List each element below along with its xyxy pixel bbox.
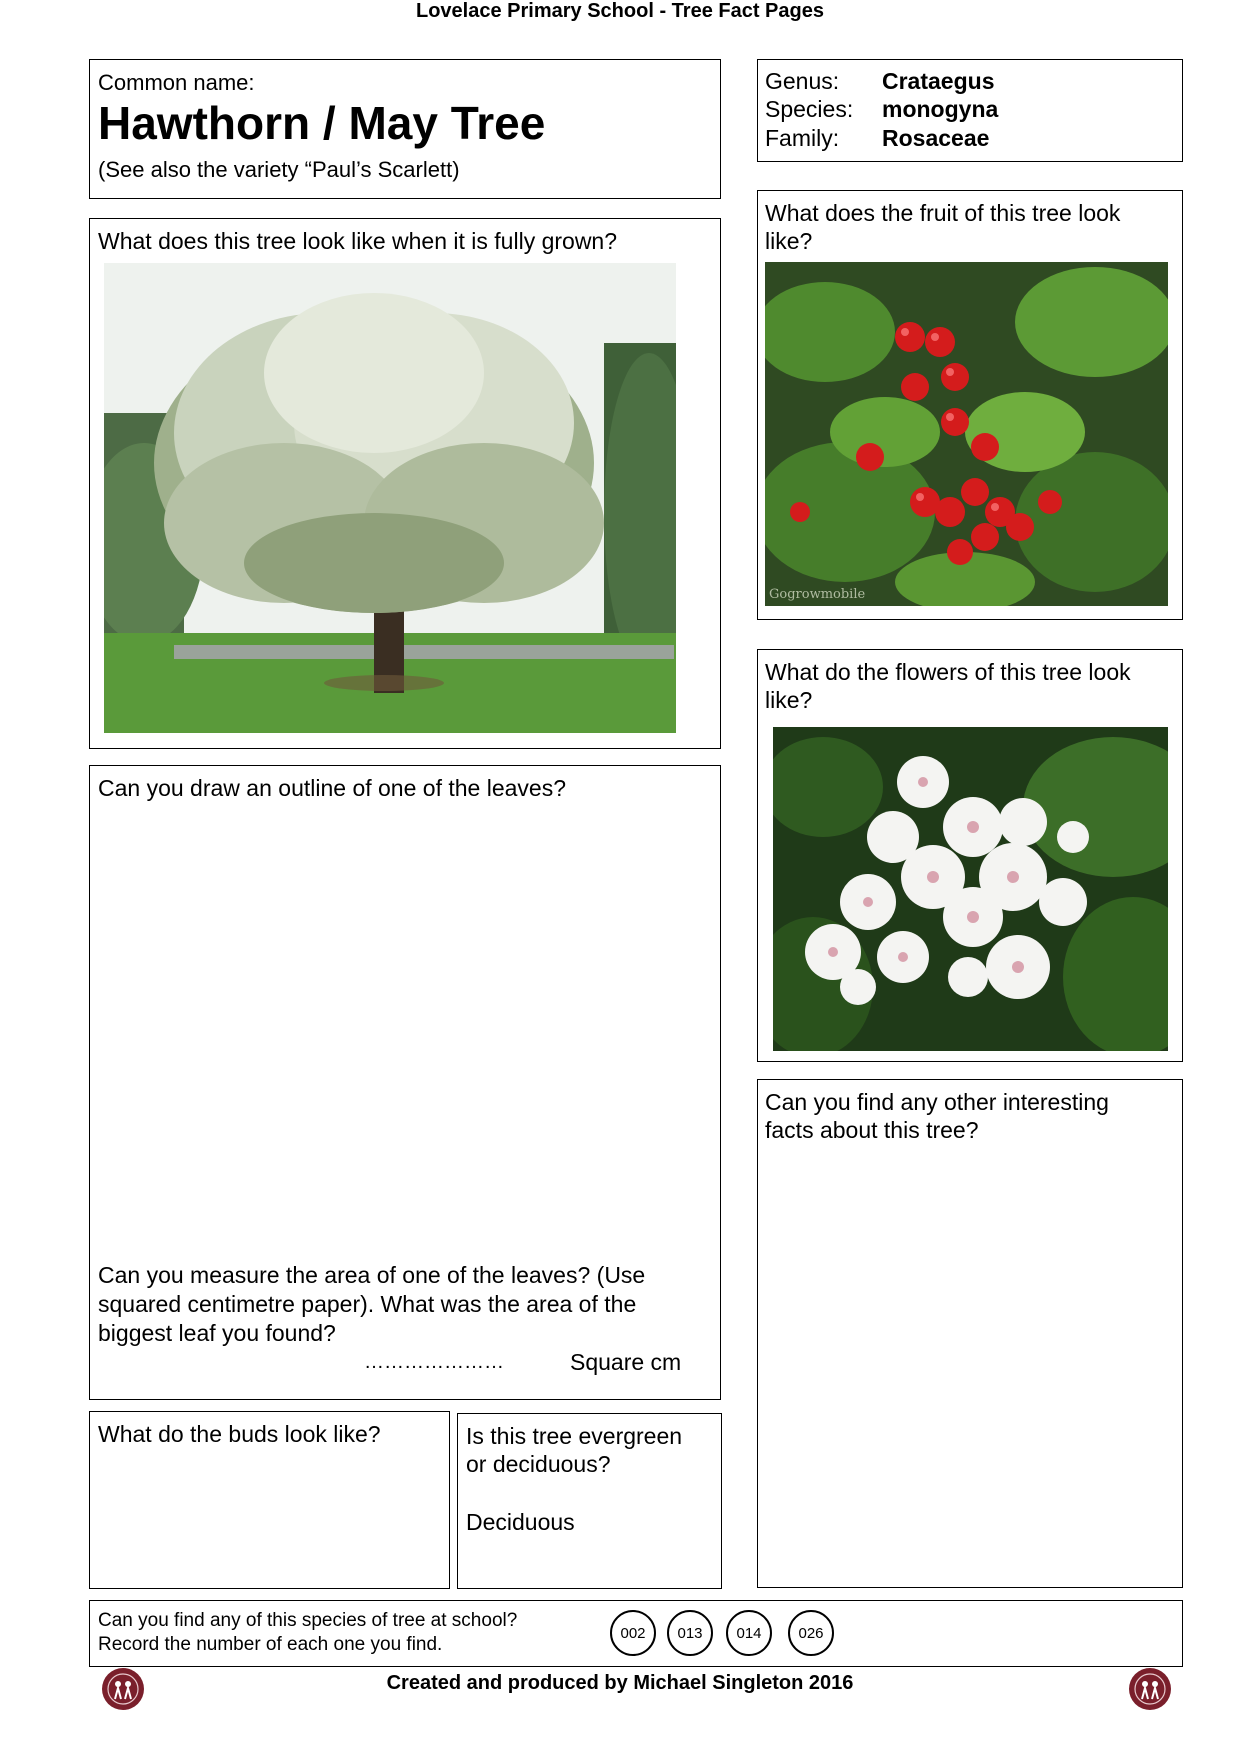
fruit-photo (765, 262, 1168, 606)
school-name: Lovelace Primary School (416, 0, 654, 22)
flowers-question-line2: like? (765, 687, 813, 713)
leaf-drawing-area[interactable] (98, 808, 710, 1208)
common-name-note: (See also the variety “Paul’s Scarlett) (98, 157, 460, 182)
family-label: Family: (765, 125, 840, 151)
common-name-box (89, 59, 721, 199)
buds-box (89, 1411, 450, 1589)
fruit-question-line1: What does the fruit of this tree look (765, 200, 1121, 226)
buds-question: What do the buds look like? (98, 1421, 381, 1447)
family-value: Rosaceae (882, 125, 990, 151)
fully-grown-question: What does this tree look like when it is fully grown? (98, 228, 618, 254)
leaf-area-question-line2: squared centimetre paper). What was the area of the (98, 1291, 637, 1317)
leaf-area-unit: Square cm (570, 1349, 682, 1375)
evergreen-question-line2: or deciduous? (466, 1451, 611, 1477)
page-header (0, 0, 1240, 23)
common-name-label: Common name: (98, 70, 255, 95)
taxonomy-box (757, 59, 1183, 162)
draw-leaf-question: Can you draw an outline of one of the leaves? (98, 775, 566, 801)
facts-question-line2: facts about this tree? (765, 1117, 979, 1143)
school-tree-number[interactable]: 013 (667, 1610, 713, 1656)
leaf-area-question-line1: Can you measure the area of one of the leaves? (Use (98, 1262, 646, 1288)
genus-label: Genus: (765, 68, 840, 94)
genus-value: Crataegus (882, 68, 995, 94)
school-logo-right (1127, 1666, 1173, 1712)
header-separator: - (653, 0, 672, 22)
school-tree-number[interactable]: 014 (726, 1610, 772, 1656)
flowers-box (757, 649, 1183, 1062)
school-find-line1: Can you find any of this species of tree at school? (98, 1610, 518, 1631)
species-label: Species: (765, 96, 854, 122)
footer-credit: Created and produced by Michael Singleton 2016 (386, 1672, 854, 1694)
evergreen-question-line1: Is this tree evergreen (466, 1423, 683, 1449)
fruit-question-line2: like? (765, 228, 813, 254)
school-tree-number[interactable]: 002 (610, 1610, 656, 1656)
hawthorn-berries-image (765, 262, 1168, 606)
facts-box (757, 1079, 1183, 1588)
hawthorn-tree-image (104, 263, 676, 733)
flowers-photo (773, 727, 1168, 1051)
fruit-watermark: Gogrowmobile (769, 587, 866, 602)
school-tree-number[interactable]: 026 (788, 1610, 834, 1656)
fruit-box (757, 190, 1183, 620)
flowers-question-line1: What do the flowers of this tree look (765, 659, 1131, 685)
hawthorn-flowers-image (773, 727, 1168, 1051)
common-name-title: Hawthorn / May Tree (98, 97, 546, 149)
school-find-line2: Record the number of each one you find. (98, 1634, 443, 1655)
school-logo-icon (1127, 1666, 1173, 1712)
leaf-area-question-line3: biggest leaf you found? (98, 1320, 336, 1346)
fully-grown-box (89, 218, 721, 749)
tree-photo (104, 263, 676, 733)
evergreen-box (457, 1413, 722, 1589)
evergreen-answer: Deciduous (466, 1509, 575, 1535)
leaf-area-answer-dots[interactable]: ………………… (364, 1351, 504, 1373)
species-value: monogyna (882, 96, 999, 122)
leaves-box (89, 765, 721, 1400)
facts-question-line1: Can you find any other interesting (765, 1089, 1109, 1115)
header-title: Tree Fact Pages (671, 0, 824, 22)
school-find-box (89, 1600, 1183, 1667)
